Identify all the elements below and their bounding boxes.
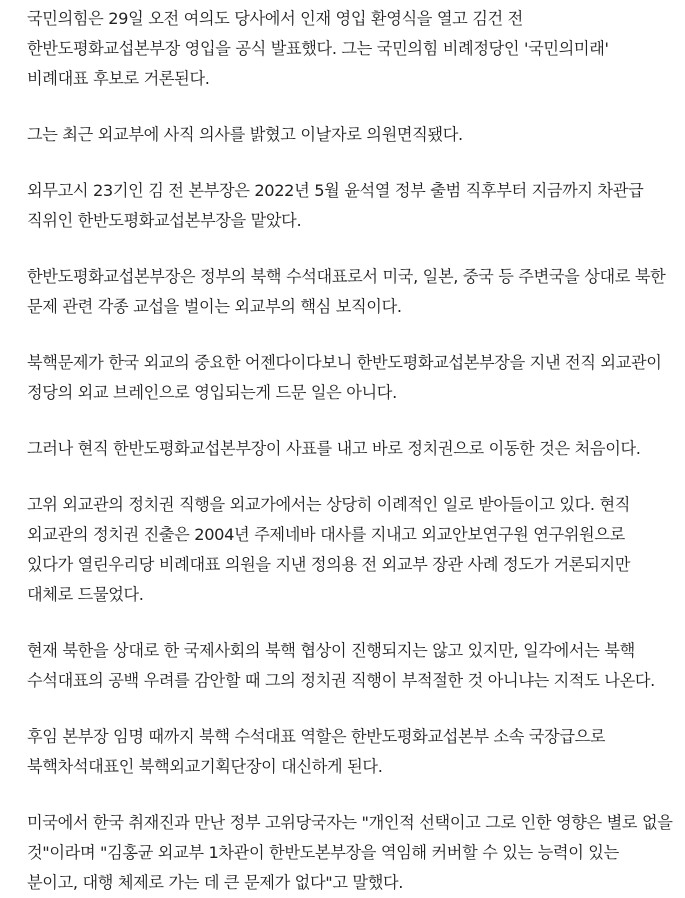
article-body bbox=[27, 4, 673, 898]
article-paragraph: 외무고시 23기인 김 전 본부장은 2022년 5월 윤석열 정부 출범 직후부터 지금까지 차관급 직위인 한반도평화교섭본부장을 맡았다. bbox=[27, 181, 644, 230]
article-paragraph: 그는 최근 외교부에 사직 의사를 밝혔고 이날자로 의원면직됐다. bbox=[27, 125, 463, 144]
article-paragraph: 현재 북한을 상대로 한 국제사회의 북핵 협상이 진행되지는 않고 있지만, 일각에서는 북핵 수석대표의 공백 우려를 감안할 때 그의 정치권 직행이 부적절한 것 아니냐는 지적도 나온다. bbox=[27, 641, 655, 690]
article-paragraph: 북핵문제가 한국 외교의 중요한 어젠다이다보니 한반도평화교섭본부장을 지낸 전직 외교관이 정당의 외교 브레인으로 영입되는게 드문 일은 아니다. bbox=[27, 353, 662, 402]
article-paragraph: 그러나 현직 한반도평화교섭본부장이 사표를 내고 바로 정치권으로 이동한 것은 처음이다. bbox=[27, 439, 641, 458]
article-paragraph: 고위 외교관의 정치권 직행을 외교가에서는 상당히 이례적인 일로 받아들이고 있다. 현직 외교관의 정치권 진출은 2004년 주제네바 대사를 지내고 외교안보연구원 연구위원으로 있다가 열린우리당 비례대표 의원을 지낸 정의용 전 외교부 장관 사례 정도가 거론되지만 대체로 드물었다. bbox=[27, 495, 631, 604]
article-paragraph: 한반도평화교섭본부장은 정부의 북핵 수석대표로서 미국, 일본, 중국 등 주변국을 상대로 북한 문제 관련 각종 교섭을 벌이는 외교부의 핵심 보직이다. bbox=[27, 267, 666, 316]
article-paragraph: 국민의힘은 29일 오전 여의도 당사에서 인재 영입 환영식을 열고 김건 전 한반도평화교섭본부장 영입을 공식 발표했다. 그는 국민의힘 비례정당인 '국민의미래' 비례대표 후보로 거론된다. bbox=[27, 9, 609, 88]
article-paragraph: 후임 본부장 임명 때까지 북핵 수석대표 역할은 한반도평화교섭본부 소속 국장급으로 북핵차석대표인 북핵외교기획단장이 대신하게 된다. bbox=[27, 727, 606, 776]
article-paragraph: 미국에서 한국 취재진과 만난 정부 고위당국자는 "개인적 선택이고 그로 인한 영향은 별로 없을 것"이라며 "김홍균 외교부 1차관이 한반도본부장을 역임해 커버할 수 있는 능력이 있는 분이고, 대행 체제로 가는 데 큰 문제가 없다"고 말했다. bbox=[27, 813, 673, 892]
